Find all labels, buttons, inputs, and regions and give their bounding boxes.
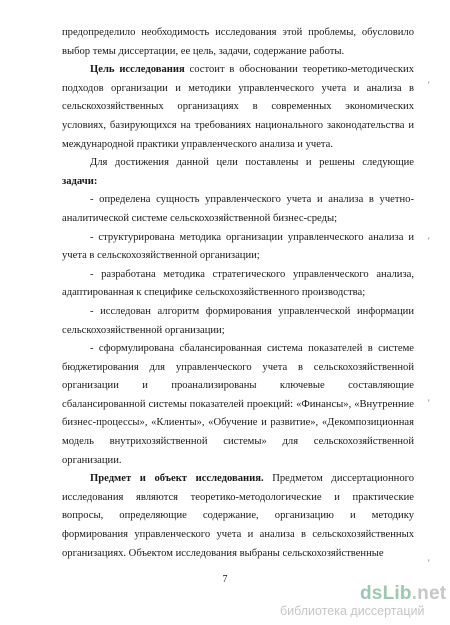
- subject-paragraph: [62, 470, 414, 563]
- goal-term: Цель исследования: [90, 64, 185, 76]
- page-text: [62, 24, 414, 563]
- goal-text: состоит в обосновании теоретико-методических подходов организации и методики управленческого учета и анализа в сельскохозяйственных организациях в современных экономических условиях, базирующихся на требованиях национального законодательства и международной практики управленческого анализа и учета.: [62, 64, 414, 150]
- goal-paragraph: [62, 61, 414, 154]
- tasks-lead-paragraph: [62, 154, 414, 191]
- margin-mark: ': [428, 398, 430, 408]
- margin-mark: ': [428, 558, 430, 568]
- margin-mark: ': [428, 236, 430, 246]
- margin-mark: ': [428, 80, 430, 90]
- task-item-3: - разработана методика стратегического управленческого анализа, адаптированная к специфике сельскохозяйственного производства;: [62, 268, 414, 299]
- tasks-term: задачи:: [62, 175, 98, 187]
- watermark-logo: [360, 583, 446, 605]
- watermark-logo-part1: dsLib: [360, 583, 412, 604]
- task-item-5: - сформулирована сбалансированная система показателей в системе бюджетирования для управленческого учета в сельскохозяйственной организации и проанализированы ключевые составляющие сбалансированной системы показателей проекций: «Финансы», «Внутренние бизнес-процессы», «Клиенты», «Обучение и развитие», «Декомпозиционная модель внутрихозяйственной системы» для сельскохозяйственной организации.: [62, 343, 414, 466]
- watermark-logo-part2: .net: [411, 583, 447, 604]
- intro-paragraph: предопределило необходимость исследования этой проблемы, обусловило выбор темы диссертации, ее цель, задачи, содержание работы.: [62, 27, 414, 57]
- page-number: 7: [222, 574, 228, 585]
- task-item-1: - определена сущность управленческого учета и анализа в учетно-аналитической системе сельскохозяйственной бизнес-среды;: [62, 194, 414, 224]
- subject-text: Предметом диссертационного исследования являются теоретико-методологические и практические вопросы, определяющие содержание, организацию и методику формирования управленческого учета и анализа в сельскохозяйственных организациях. Объектом исследования выбраны сельскохозяйственные: [62, 473, 414, 559]
- watermark-subtitle: библиотека диссертаций: [280, 604, 425, 618]
- tasks-lead: Для достижения данной цели поставлены и решены следующие: [90, 157, 414, 169]
- task-item-2: - структурирована методика организации управленческого анализа и учета в сельскохозяйственной организации;: [62, 231, 414, 262]
- task-item-4: - исследован алгоритм формирования управленческой информации сельскохозяйственной организации;: [62, 305, 414, 336]
- subject-term: Предмет и объект исследования.: [90, 473, 264, 485]
